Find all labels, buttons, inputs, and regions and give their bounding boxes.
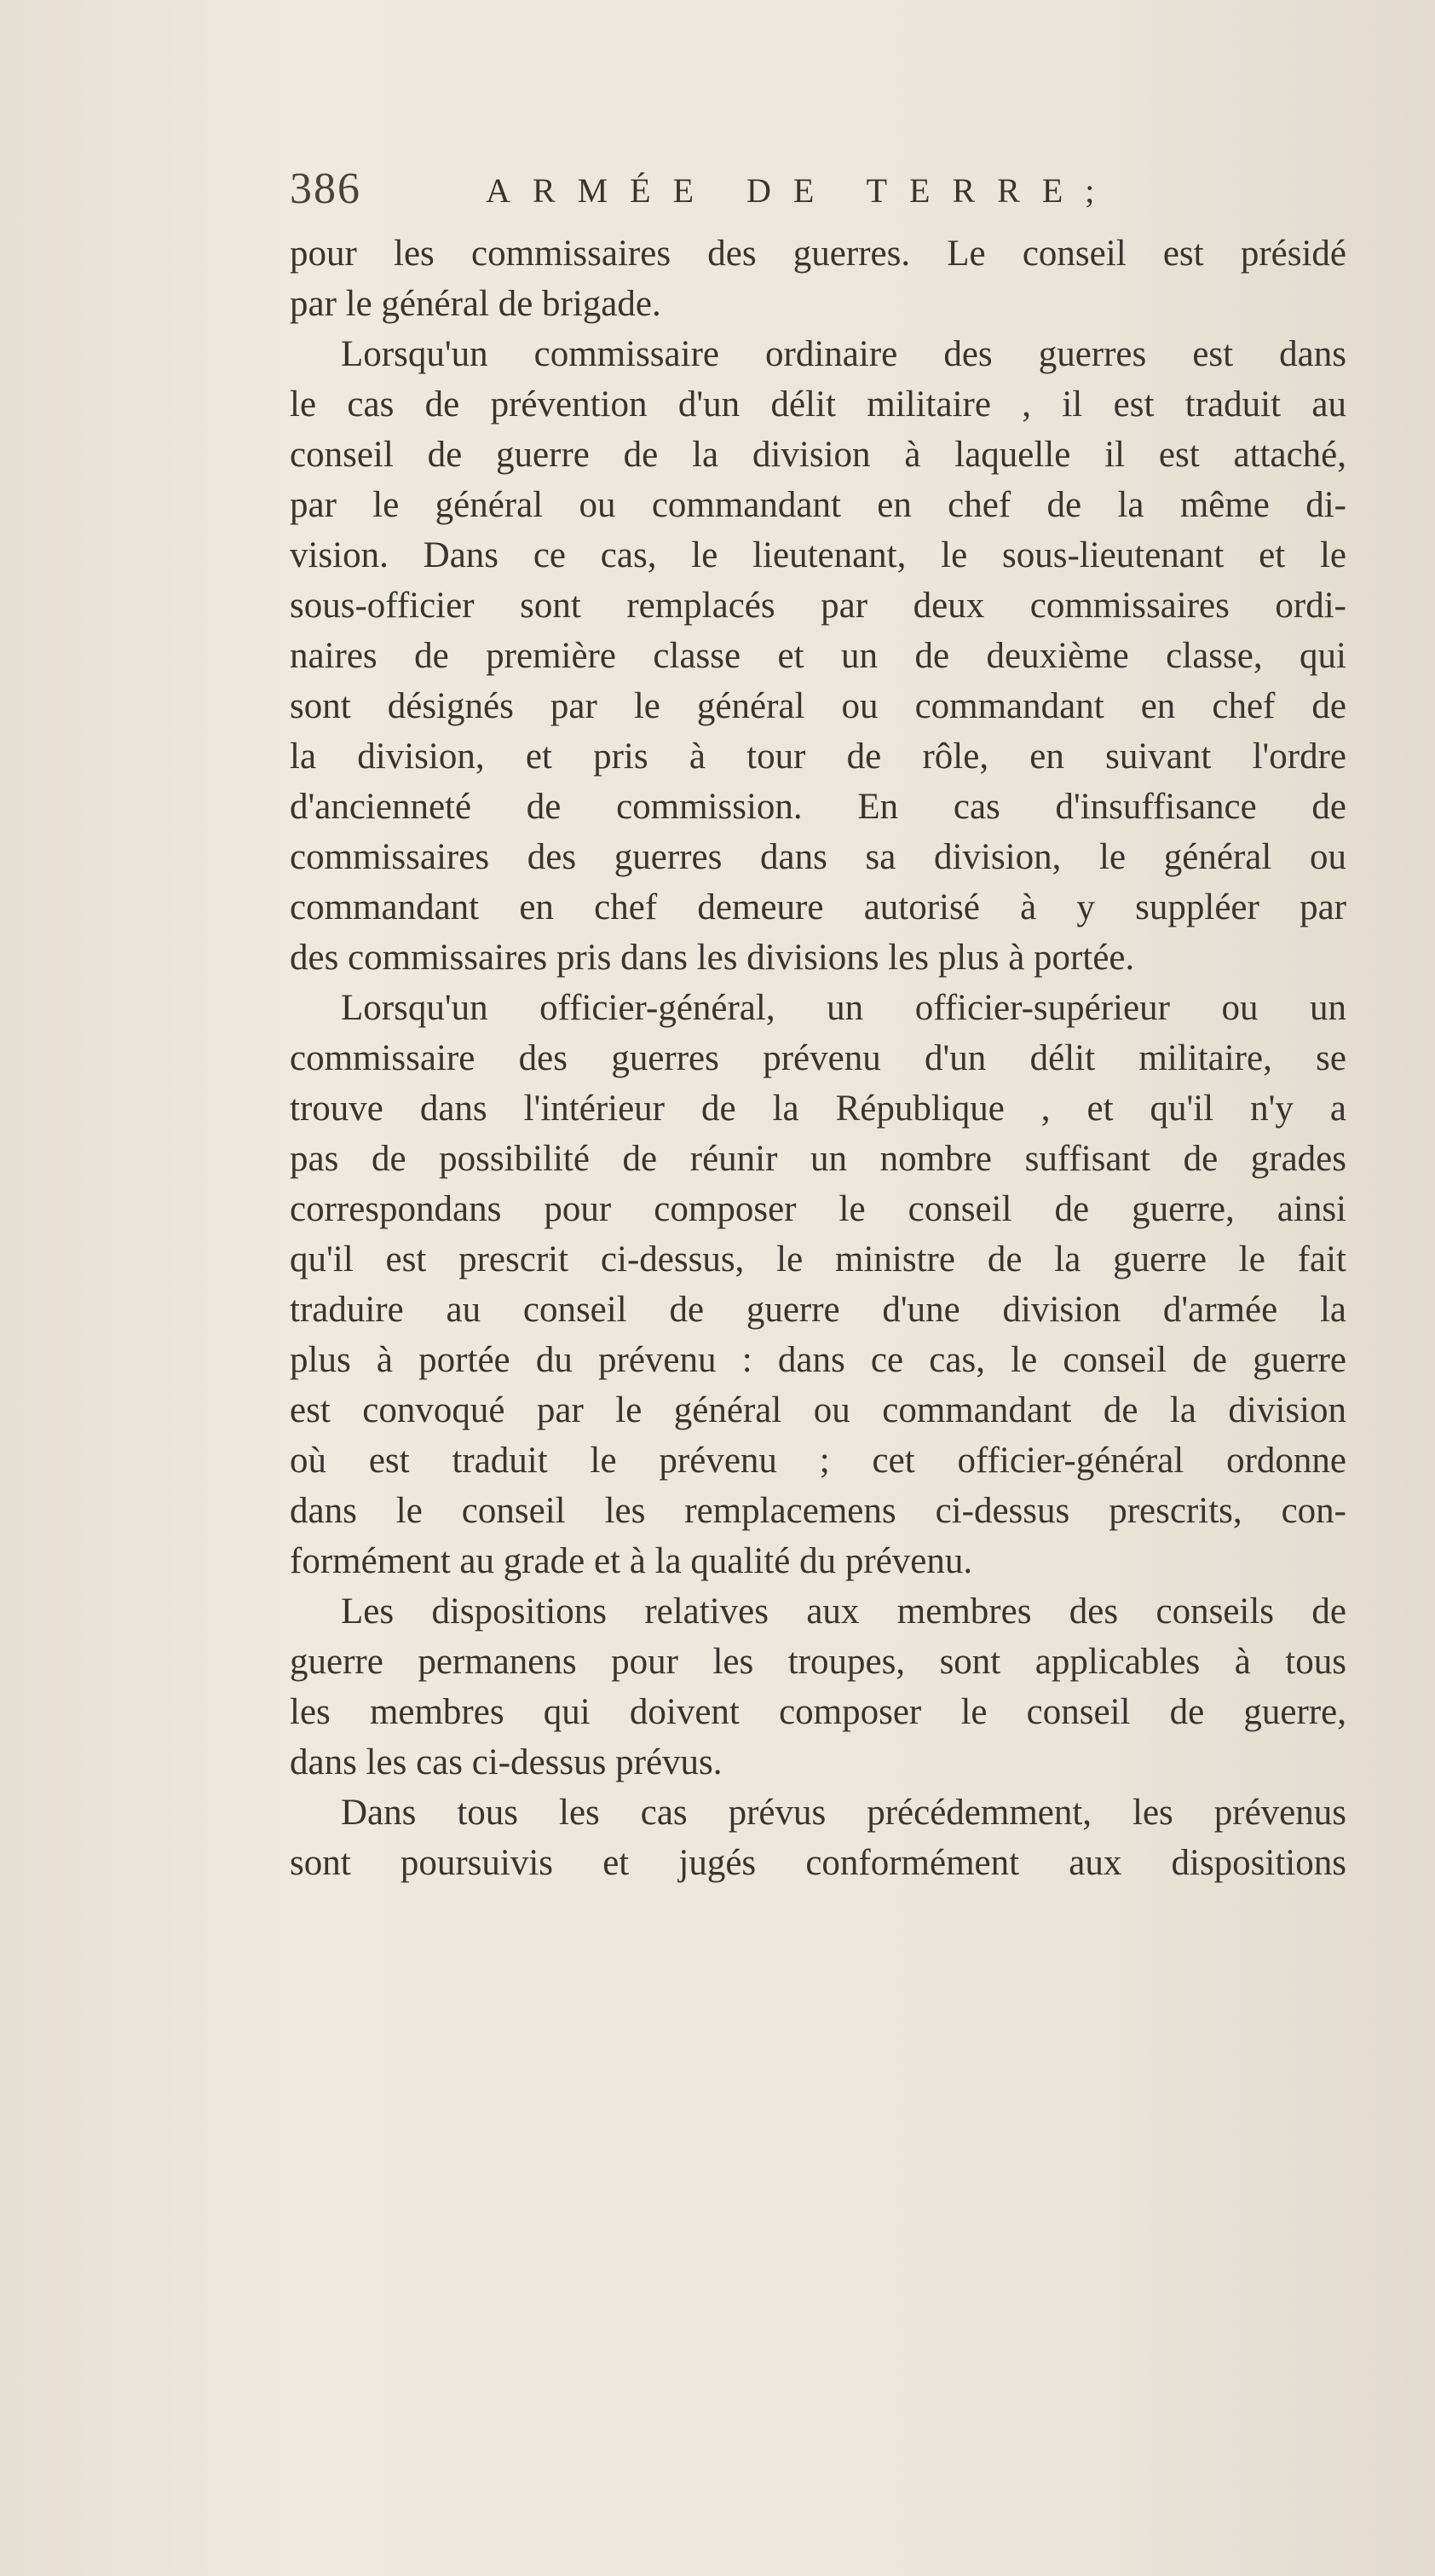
text-line: d'ancienneté de commission. En cas d'insuffisance de (290, 787, 1346, 827)
text-line: commissaire des guerres prévenu d'un délit militaire, se (290, 1038, 1346, 1078)
text-line: formément au grade et à la qualité du prévenu. (290, 1541, 973, 1581)
text-line: dans le conseil les remplacemens ci-dessus prescrits, con- (290, 1491, 1346, 1531)
text-line: trouve dans l'intérieur de la République , et qu'il n'y a (290, 1089, 1346, 1129)
text-line: conseil de guerre de la division à laquelle il est attaché, (290, 435, 1346, 475)
paragraph-first-line: Les dispositions relatives aux membres des conseils de (341, 1591, 1346, 1632)
text-line: plus à portée du prévenu : dans ce cas, le conseil de guerre (290, 1340, 1346, 1380)
text-line: sont poursuivis et jugés conformément aux dispositions (290, 1843, 1346, 1883)
text-line: sous-officier sont remplacés par deux commissaires ordi- (290, 586, 1346, 626)
running-head (290, 164, 1398, 223)
text-line: les membres qui doivent composer le conseil de guerre, (290, 1692, 1346, 1732)
paragraph-first-line: Lorsqu'un commissaire ordinaire des guerres est dans (341, 334, 1346, 374)
text-line: vision. Dans ce cas, le lieutenant, le sous-lieutenant et le (290, 535, 1346, 575)
body-text (290, 228, 1346, 1888)
text-line: la division, et pris à tour de rôle, en suivant l'ordre (290, 736, 1346, 777)
text-line: par le général de brigade. (290, 284, 661, 324)
text-line: traduire au conseil de guerre d'une division d'armée la (290, 1290, 1346, 1330)
text-line: pour les commissaires des guerres. Le conseil est présidé (290, 234, 1346, 274)
text-line: le cas de prévention d'un délit militaire , il est traduit au (290, 384, 1346, 425)
text-line: des commissaires pris dans les divisions les plus à portée. (290, 938, 1135, 978)
text-line: pas de possibilité de réunir un nombre suffisant de grades (290, 1139, 1346, 1179)
text-line: est convoqué par le général ou commandant de la division (290, 1390, 1346, 1430)
page-number: 386 (290, 165, 361, 213)
running-title: ARMÉE DE TERRE; (486, 171, 1117, 210)
paragraph-first-line: Lorsqu'un officier-général, un officier-supérieur ou un (341, 988, 1346, 1028)
text-line: sont désignés par le général ou commandant en chef de (290, 686, 1346, 726)
text-line: correspondans pour composer le conseil de guerre, ainsi (290, 1189, 1346, 1229)
text-line: dans les cas ci-dessus prévus. (290, 1742, 723, 1782)
text-line: qu'il est prescrit ci-dessus, le ministre de la guerre le fait (290, 1239, 1346, 1279)
text-line: où est traduit le prévenu ; cet officier-général ordonne (290, 1441, 1346, 1481)
paragraph-first-line: Dans tous les cas prévus précédemment, les prévenus (341, 1793, 1346, 1833)
text-line: guerre permanens pour les troupes, sont applicables à tous (290, 1642, 1346, 1682)
text-line: par le général ou commandant en chef de la même di- (290, 485, 1346, 525)
text-line: commissaires des guerres dans sa division, le général ou (290, 837, 1346, 877)
text-line: commandant en chef demeure autorisé à y suppléer par (290, 887, 1346, 927)
text-line: naires de première classe et un de deuxième classe, qui (290, 636, 1346, 676)
